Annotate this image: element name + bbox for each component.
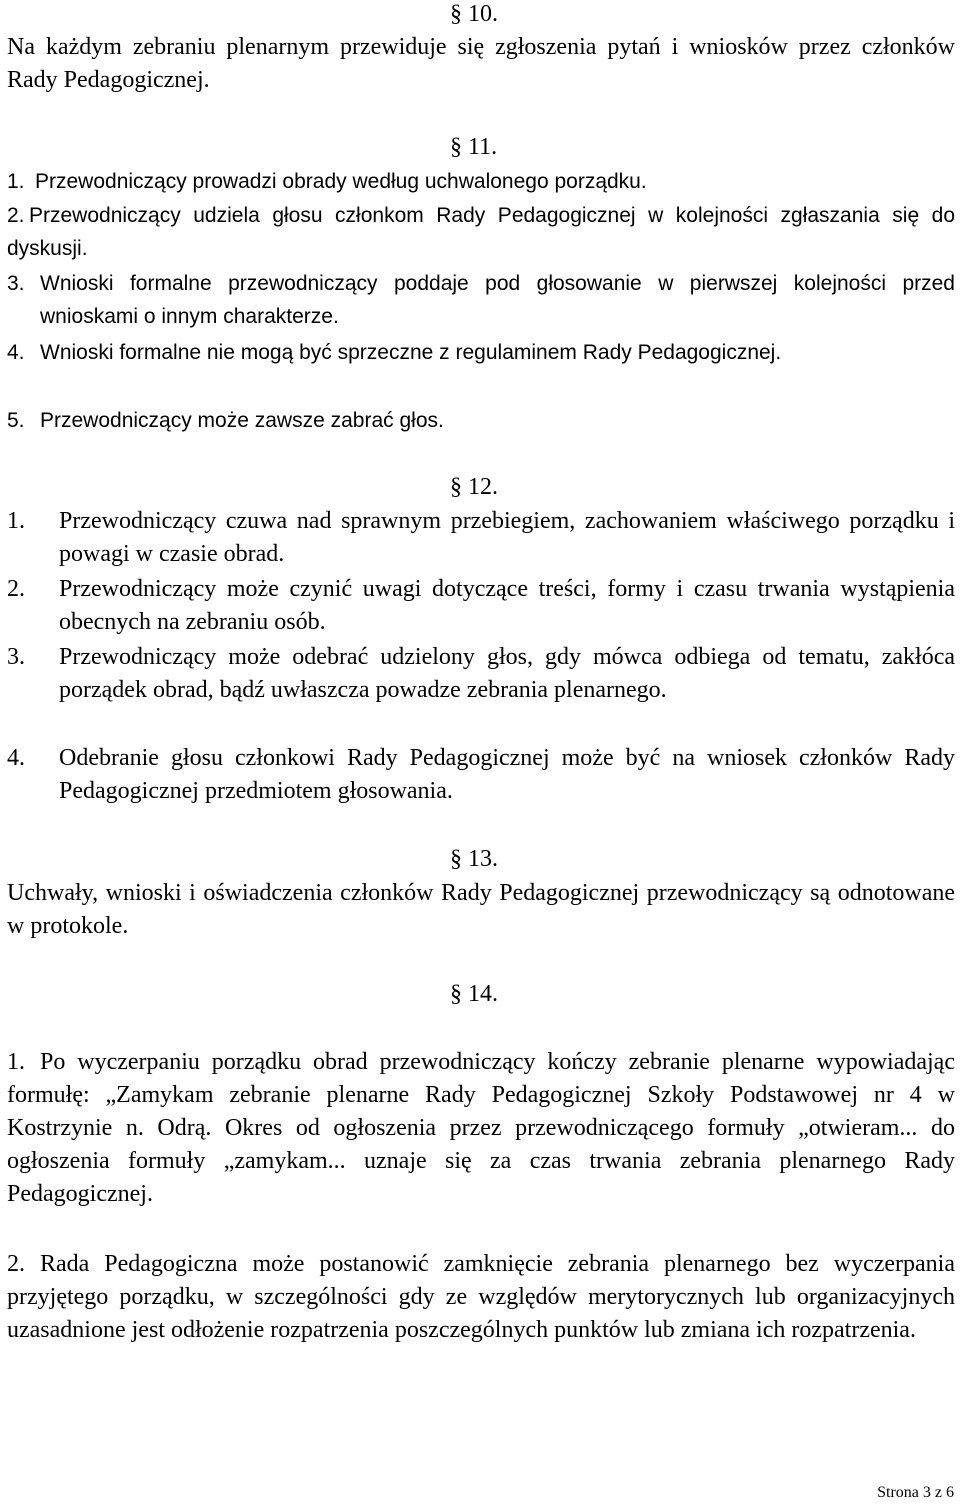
s11-item-3 <box>7 267 955 333</box>
s12-item-1-text: Przewodniczący czuwa nad sprawnym przebiegiem, zachowaniem właściwego porządku i powagi w czasie obrad. <box>59 508 955 567</box>
s11-item-1-number: 1. <box>7 170 25 193</box>
section-heading-13: § 13. <box>450 846 498 872</box>
s14-item-1-number: 1. <box>7 1049 25 1075</box>
s11-item-2-text: Przewodniczący udziela głosu członkom Rady Pedagogicznej w kolejności zgłaszania się do dyskusji. <box>7 204 955 260</box>
section-13-text: Uchwały, wnioski i oświadczenia członków Rady Pedagogicznej przewodniczący są odnotowane w protokole. <box>7 880 955 939</box>
s11-item-3-text: Wnioski formalne przewodniczący poddaje pod głosowanie w pierwszej kolejności przed wnioskami o innym charakterze. <box>40 272 955 328</box>
s12-item-2 <box>7 573 955 639</box>
s14-item-1 <box>7 1046 955 1211</box>
s11-item-4-text: Wnioski formalne nie mogą być sprzeczne z regulaminem Rady Pedagogicznej. <box>40 341 782 364</box>
s14-item-2-number: 2. <box>7 1251 25 1277</box>
s11-item-1-text: Przewodniczący prowadzi obrady według uchwalonego porządku. <box>35 170 647 193</box>
s12-item-2-number: 2. <box>7 576 25 602</box>
section-heading-12: § 12. <box>450 474 498 500</box>
s12-item-3-text: Przewodniczący może odebrać udzielony głos, gdy mówca odbiega od tematu, zakłóca porządek obrad, bądź uwłaszcza powadze zebrania plenarnego. <box>59 644 955 703</box>
s11-item-2 <box>7 199 955 265</box>
s11-item-5 <box>7 404 955 437</box>
s14-item-1-text: Po wyczerpaniu porządku obrad przewodniczący kończy zebranie plenarne wypowiadając formułę: „Zamykam zebranie plenarne Rady Pedagogicznej Szkoły Podstawowej nr 4 w Kostrzynie n. Odrą. Okres od ogłoszenia przez przewodniczącego formuły „otwieram... do ogłoszenia formuły „zamykam... uznaje się za czas trwania zebrania plenarnego Rady Pedagogicznej. <box>7 1049 955 1207</box>
s11-item-3-number: 3. <box>7 272 25 295</box>
s11-item-4 <box>7 336 955 369</box>
s11-item-5-text: Przewodniczący może zawsze zabrać głos. <box>40 409 444 432</box>
s11-item-4-number: 4. <box>7 341 25 364</box>
section-heading-14: § 14. <box>450 981 498 1007</box>
s11-item-5-number: 5. <box>7 409 25 432</box>
page-number-label: Strona 3 z 6 <box>877 1484 954 1501</box>
s12-item-1 <box>7 505 955 571</box>
s12-item-4 <box>7 742 955 808</box>
s11-item-1 <box>7 165 955 198</box>
section-heading-11: § 11. <box>450 134 498 160</box>
s12-item-3-number: 3. <box>7 644 25 670</box>
s12-item-4-text: Odebranie głosu członkowi Rady Pedagogicznej może być na wniosek członków Rady Pedagogicznej przedmiotem głosowania. <box>59 745 955 804</box>
s14-item-2-text: Rada Pedagogiczna może postanowić zamknięcie zebrania plenarnego bez wyczerpania przyjętego porządku, w szczególności gdy ze względów merytorycznych lub organizacyjnych uzasadnione jest odłożenie rozpatrzenia poszczególnych punktów lub zmiana ich rozpatrzenia. <box>7 1251 955 1343</box>
section-10-text: Na każdym zebraniu plenarnym przewiduje się zgłoszenia pytań i wniosków przez członków Rady Pedagogicznej. <box>7 34 955 93</box>
s12-item-1-number: 1. <box>7 508 25 534</box>
s11-item-2-number: 2. <box>7 204 25 227</box>
s14-item-2 <box>7 1248 955 1347</box>
section-heading-10: § 10. <box>450 1 498 27</box>
s12-item-2-text: Przewodniczący może czynić uwagi dotyczące treści, formy i czasu trwania wystąpienia obecnych na zebraniu osób. <box>59 576 955 635</box>
s12-item-3 <box>7 641 955 707</box>
s12-item-4-number: 4. <box>7 745 25 771</box>
